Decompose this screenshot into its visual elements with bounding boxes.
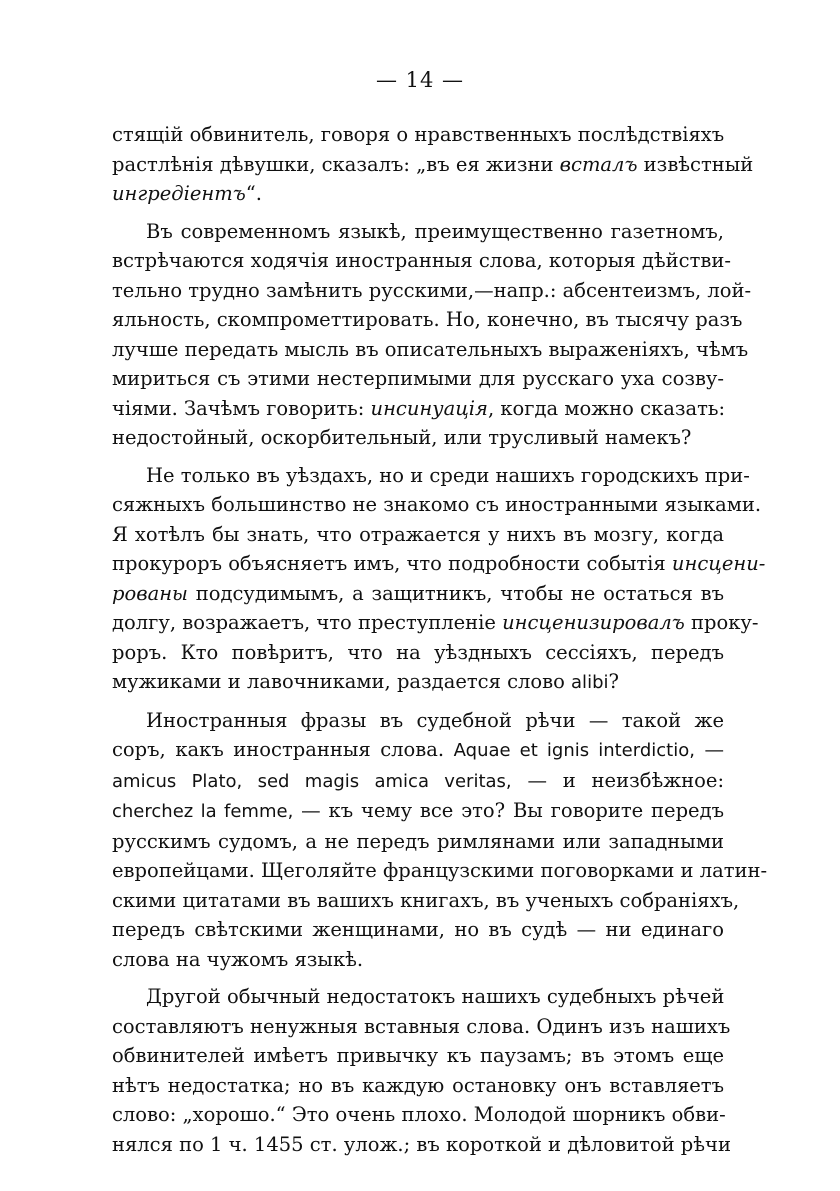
text-line bbox=[112, 461, 750, 491]
text-line bbox=[112, 423, 724, 453]
text-run: русскимъ судомъ, а не передъ римлянами или западными bbox=[112, 829, 724, 853]
text-run: извѣстный bbox=[637, 152, 754, 176]
body-text bbox=[112, 120, 768, 1159]
text-run: проку- bbox=[684, 611, 759, 634]
text-run: нялся по 1 ч. 1455 ст. улож.; въ короткой и дѣловитой рѣчи bbox=[112, 1132, 731, 1156]
text-line bbox=[112, 1012, 731, 1042]
text-line bbox=[112, 335, 749, 365]
text-run-latin: Aquae et ignis interdictio, bbox=[453, 740, 695, 761]
text-run: сяжныхъ большинство не знакомо съ иностранными языками. bbox=[112, 493, 762, 516]
text-run: , когда можно сказать: bbox=[487, 396, 726, 420]
text-run: обвинителей имѣетъ привычку къ паузамъ; въ этомъ еще bbox=[112, 1044, 724, 1067]
paragraph bbox=[112, 461, 766, 698]
text-run-latin: cherchez la femme, bbox=[112, 801, 294, 822]
text-run-italic: инсценизировалъ bbox=[502, 611, 685, 634]
text-run: растлѣнія дѣвушки, сказалъ: „въ ея жизни bbox=[112, 152, 560, 176]
text-run: европейцами. Щеголяйте французскими поговорками и латин- bbox=[112, 859, 768, 882]
text-run: мириться съ этими нестерпимыми для русскаго уха созву- bbox=[112, 367, 724, 390]
text-run: прокуроръ объясняетъ имъ, что подробности событія bbox=[112, 552, 672, 575]
text-run-italic: инсинуація bbox=[370, 396, 488, 420]
text-run: — bbox=[694, 738, 725, 761]
text-line bbox=[112, 1071, 724, 1101]
text-run: — и неизбѣжное: bbox=[511, 768, 725, 792]
text-run-latin: alibi bbox=[571, 672, 609, 693]
paragraph bbox=[112, 217, 752, 453]
text-line bbox=[112, 982, 724, 1012]
text-run: — къ чему все это? Вы говорите передъ bbox=[293, 799, 724, 822]
text-line bbox=[112, 549, 766, 579]
text-run: долгу, возражаетъ, что преступленіе bbox=[112, 611, 503, 634]
text-line bbox=[112, 735, 724, 766]
text-line bbox=[112, 638, 724, 668]
text-run: соръ, какъ иностранныя слова. bbox=[112, 738, 454, 761]
text-run: слово: „хорошо.“ Это очень плохо. Молодой шорникъ обви- bbox=[112, 1103, 726, 1126]
text-line bbox=[112, 217, 724, 247]
text-run: встрѣчаются ходячія иностранныя слова, которыя дѣйстви- bbox=[112, 249, 731, 272]
text-line bbox=[112, 667, 724, 698]
text-line bbox=[112, 915, 724, 945]
text-line bbox=[112, 766, 724, 797]
text-run: передъ свѣтскими женщинами, но въ судѣ — ни единаго bbox=[112, 918, 724, 941]
text-run: составляютъ ненужныя вставныя слова. Одинъ изъ нашихъ bbox=[112, 1014, 731, 1038]
text-run-italic: ингредіентъ bbox=[112, 182, 246, 205]
text-line bbox=[112, 394, 724, 424]
text-run: чіями. Зачѣмъ говорить: bbox=[112, 396, 371, 420]
paragraph bbox=[112, 706, 768, 975]
text-line bbox=[112, 120, 724, 150]
text-run: роръ. Кто повѣритъ, что на уѣздныхъ сессіяхъ, передъ bbox=[112, 640, 724, 664]
text-run: нѣтъ недостатка; но въ каждую остановку онъ вставляетъ bbox=[112, 1073, 724, 1097]
text-run: Я хотѣлъ бы знать, что отражается у нихъ въ мозгу, когда bbox=[112, 522, 724, 546]
text-run: подсудимымъ, а защитникъ, чтобы не остаться въ bbox=[187, 581, 724, 605]
text-run-italic: инсцени- bbox=[671, 552, 766, 575]
text-run: мужиками и лавочниками, раздается слово bbox=[112, 670, 572, 693]
text-run: лучше передать мысль въ описательныхъ выраженіяхъ, чѣмъ bbox=[112, 337, 749, 361]
paragraph bbox=[112, 982, 731, 1159]
text-line bbox=[112, 856, 768, 886]
text-run-italic: рованы bbox=[112, 581, 188, 605]
text-run-italic: всталъ bbox=[559, 152, 638, 176]
text-run: Иностранныя фразы въ судебной рѣчи — такой же bbox=[146, 708, 724, 732]
page-number: — 14 — bbox=[375, 68, 465, 92]
text-line bbox=[112, 945, 724, 975]
text-line bbox=[112, 1130, 731, 1160]
text-line bbox=[112, 579, 724, 609]
text-line bbox=[112, 886, 740, 916]
paragraph bbox=[112, 120, 754, 209]
text-run: яльность, скомпрометтировать. Но, конечно, въ тысячу разъ bbox=[112, 308, 743, 331]
text-run: “. bbox=[245, 182, 262, 205]
text-line bbox=[112, 608, 759, 638]
text-line bbox=[112, 520, 724, 550]
text-run-latin: amicus Plato, sed magis amica veritas, bbox=[112, 770, 512, 792]
text-run: ? bbox=[608, 670, 619, 693]
text-run: стящій обвинитель, говоря о нравственныхъ послѣдствіяхъ bbox=[112, 123, 725, 146]
text-run: скими цитатами въ вашихъ книгахъ, въ ученыхъ собраніяхъ, bbox=[112, 888, 740, 912]
text-line bbox=[112, 1100, 724, 1130]
text-run: тельно трудно замѣнить русскими,—напр.: абсентеизмъ, лой- bbox=[112, 278, 752, 302]
text-line bbox=[112, 246, 731, 276]
text-run: Въ современномъ языкѣ, преимущественно газетномъ, bbox=[146, 219, 724, 243]
text-line bbox=[112, 490, 762, 520]
text-line bbox=[112, 827, 724, 857]
text-line bbox=[112, 276, 752, 306]
text-run: слова на чужомъ языкѣ. bbox=[112, 947, 364, 971]
text-run: Не только въ уѣздахъ, но и среди нашихъ городскихъ при- bbox=[146, 463, 750, 487]
text-run: недостойный, оскорбительный, или трусливый намекъ? bbox=[112, 426, 692, 449]
text-run: Другой обычный недостатокъ нашихъ судебныхъ рѣчей bbox=[146, 985, 725, 1008]
text-line bbox=[112, 150, 754, 180]
text-line bbox=[112, 1041, 724, 1071]
text-line bbox=[112, 179, 724, 209]
text-line bbox=[112, 706, 724, 736]
text-line bbox=[112, 796, 724, 827]
text-line bbox=[112, 305, 743, 335]
text-line bbox=[112, 364, 724, 394]
